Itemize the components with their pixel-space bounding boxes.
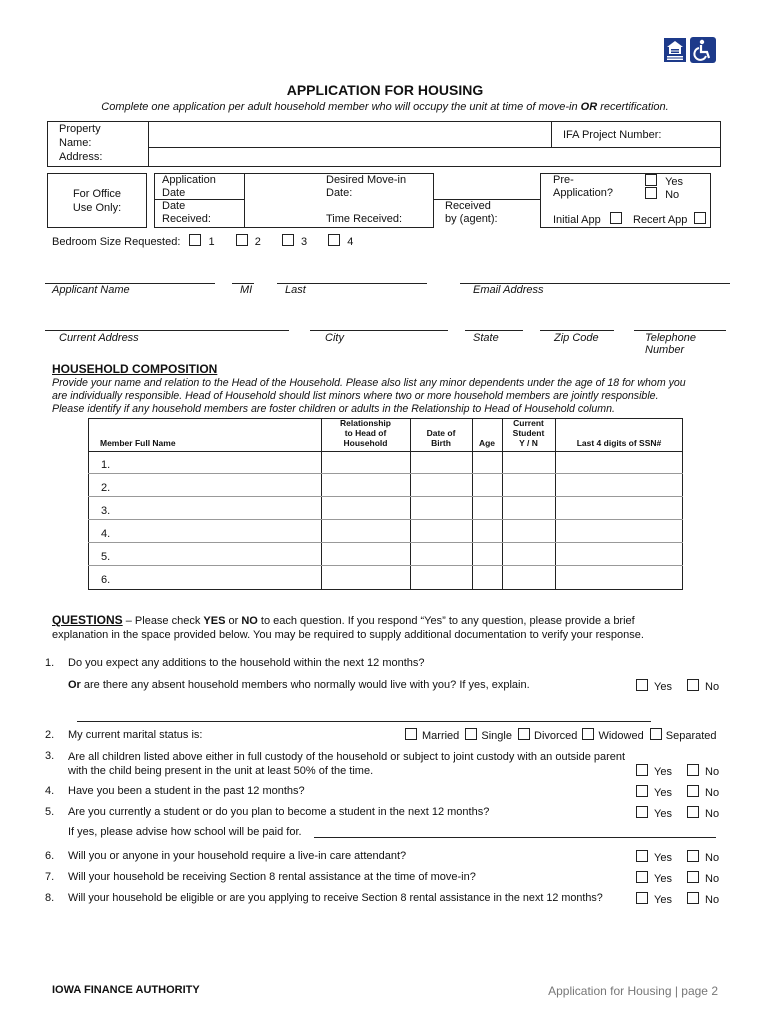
q4-no-checkbox[interactable] [687, 785, 699, 797]
address-label: Address: [59, 151, 103, 163]
applicant-name-label: Applicant Name [52, 284, 130, 296]
footer-page: Application for Housing | page 2 [548, 984, 718, 998]
date-received-label: Date Received: [162, 200, 211, 225]
single-checkbox[interactable] [465, 728, 477, 740]
pre-app-yes-checkbox[interactable] [645, 174, 657, 186]
ifa-project-number-label: IFA Project Number: [563, 129, 662, 141]
current-address-input[interactable] [45, 330, 289, 331]
page-title: APPLICATION FOR HOUSING [286, 82, 484, 98]
table-row[interactable]: 4. [101, 528, 111, 540]
initial-app-checkbox[interactable] [610, 212, 622, 224]
question-1: Do you expect any additions to the household within the next 12 months? [68, 657, 425, 669]
bedroom-4-checkbox[interactable] [328, 234, 340, 246]
desired-move-in-label: Desired Move-in Date: [326, 174, 407, 199]
table-row[interactable]: 3. [101, 505, 111, 517]
table-row[interactable]: 5. [101, 551, 111, 563]
question-7: Will your household be receiving Section 8 rental assistance at the time of move-in? [68, 871, 476, 883]
question-4: Have you been a student in the past 12 months? [68, 785, 305, 797]
household-heading: HOUSEHOLD COMPOSITION [52, 362, 218, 376]
city-input[interactable] [310, 330, 448, 331]
table-row[interactable]: 2. [101, 482, 111, 494]
q1-explain-input[interactable] [77, 721, 651, 722]
question-6: Will you or anyone in your household require a live-in care attendant? [68, 850, 407, 862]
telephone-input[interactable] [634, 330, 726, 331]
q1-no-checkbox[interactable] [687, 679, 699, 691]
q3-yes-checkbox[interactable] [636, 764, 648, 776]
q7-no-checkbox[interactable] [687, 871, 699, 883]
question-2: My current marital status is: [68, 729, 203, 741]
wheelchair-icon [690, 37, 716, 63]
q5-yes-checkbox[interactable] [636, 806, 648, 818]
pre-app-no: No [645, 187, 679, 201]
question-5b: If yes, please advise how school will be paid for. [68, 826, 302, 838]
q7-answer: Yes No [636, 871, 719, 885]
table-row[interactable]: 6. [101, 574, 111, 586]
zip-input[interactable] [540, 330, 614, 331]
q6-answer: Yes No [636, 850, 719, 864]
bedroom-3-checkbox[interactable] [282, 234, 294, 246]
pre-app-yes: Yes [645, 174, 683, 188]
col-member-name: Member Full Name [100, 438, 176, 448]
q1-yes-checkbox[interactable] [636, 679, 648, 691]
property-name-label: Property Name: [59, 123, 101, 149]
q8-answer: Yes No [636, 892, 719, 906]
q8-no-checkbox[interactable] [687, 892, 699, 904]
col-relationship: Relationship to Head of Household [339, 418, 391, 448]
married-checkbox[interactable] [405, 728, 417, 740]
question-5: Are you currently a student or do you plan to become a student in the next 12 months? [68, 806, 490, 818]
q3-answer: Yes No [636, 764, 719, 778]
q5-no-checkbox[interactable] [687, 806, 699, 818]
received-by-label: Received by (agent): [445, 200, 498, 225]
email-label: Email Address [473, 284, 544, 296]
q1-answer: Yes No [636, 679, 719, 693]
widowed-checkbox[interactable] [582, 728, 594, 740]
q3-no-checkbox[interactable] [687, 764, 699, 776]
pre-app-no-checkbox[interactable] [645, 187, 657, 199]
address-input[interactable] [150, 148, 720, 166]
school-payment-input[interactable] [314, 837, 716, 838]
table-row[interactable]: 1. [101, 459, 111, 471]
last-name-label: Last [285, 284, 306, 296]
q7-yes-checkbox[interactable] [636, 871, 648, 883]
time-received-label: Time Received: [326, 213, 403, 225]
q4-yes-checkbox[interactable] [636, 785, 648, 797]
marital-status-options: Married Single Divorced Widowed Separated [405, 728, 717, 742]
footer-org: IOWA FINANCE AUTHORITY [52, 984, 200, 996]
initial-app: Initial App [553, 212, 622, 226]
recert-app: Recert App [633, 212, 706, 226]
pre-application-label: Pre- Application? [553, 174, 613, 199]
equal-housing-opportunity-icon [664, 38, 686, 62]
state-input[interactable] [465, 330, 523, 331]
col-date-of-birth: Date of Birth [426, 428, 456, 448]
col-age: Age [478, 438, 496, 448]
q6-no-checkbox[interactable] [687, 850, 699, 862]
bedroom-1-checkbox[interactable] [189, 234, 201, 246]
separated-checkbox[interactable] [650, 728, 662, 740]
telephone-label: Telephone Number [645, 332, 696, 356]
col-ssn: Last 4 digits of SSN# [576, 438, 662, 448]
col-current-student: Current Student Y / N [512, 418, 545, 448]
question-8: Will your household be eligible or are you applying to receive Section 8 rental assistance in the next 12 months? [68, 892, 603, 904]
office-use-label: For Office Use Only: [72, 188, 122, 214]
property-name-input[interactable] [150, 122, 549, 146]
question-3: Are all children listed above either in full custody of the household or subject to joint custody with an outside parent with the child being present in the unit at least 50% of the time. [68, 751, 626, 777]
q6-yes-checkbox[interactable] [636, 850, 648, 862]
bedroom-2-checkbox[interactable] [236, 234, 248, 246]
zip-label: Zip Code [554, 332, 599, 344]
q8-yes-checkbox[interactable] [636, 892, 648, 904]
divorced-checkbox[interactable] [518, 728, 530, 740]
city-label: City [325, 332, 344, 344]
q5-answer: Yes No [636, 806, 719, 820]
page-subtitle: Complete one application per adult household member who will occupy the unit at time of move-in OR recertification. [101, 101, 669, 113]
application-date-label: Application Date [162, 174, 216, 199]
current-address-label: Current Address [59, 332, 139, 344]
q4-answer: Yes No [636, 785, 719, 799]
bedroom-size-row: Bedroom Size Requested: 1 2 3 4 [52, 236, 354, 248]
mi-label: MI [240, 284, 253, 296]
household-instructions: Provide your name and relation to the Head of the Household. Please also list any minor dependents under the age of 18 for whom you are individually responsible. Head of Household should list minors where two or more household members are jointly responsible. Please identify if any household members are foster children or adults in the Relationship to Head of Household column. [52, 377, 686, 415]
question-1b: Or are there any absent household members who normally would live with you? If yes, explain. [68, 679, 530, 691]
state-label: State [473, 332, 499, 344]
questions-intro: QUESTIONS – Please check YES or NO to each question. If you respond “Yes” to any question, please provide a brief explanation in the space provided below. You may be required to supply additional documentation to verify your response. [52, 613, 644, 641]
recert-app-checkbox[interactable] [694, 212, 706, 224]
